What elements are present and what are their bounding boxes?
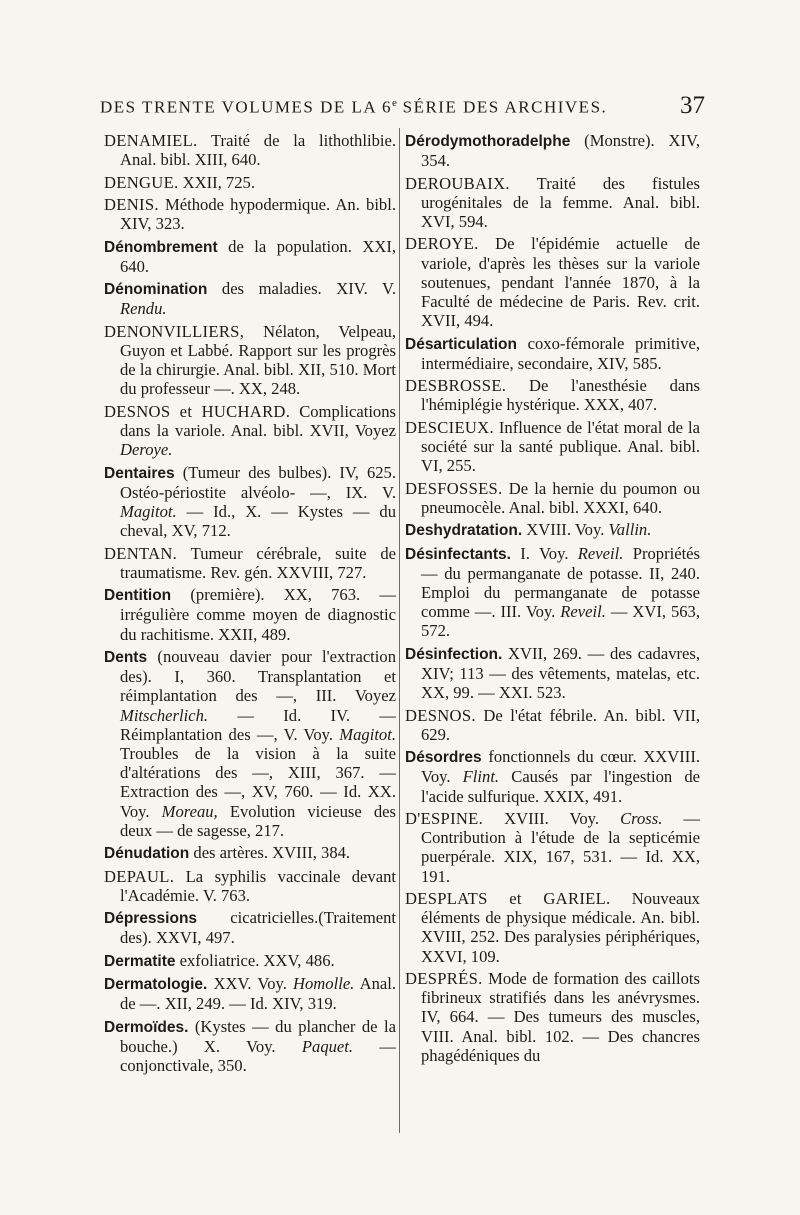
entry-reference: Magitot.	[339, 724, 396, 744]
entry-text: Causés par l'ingestion de l'acide sulfurique. XXIX, 491.	[421, 767, 701, 806]
index-entry	[104, 974, 396, 1013]
entry-text: cicatricielles.(Traitement des). XXVI, 497.	[120, 908, 396, 948]
index-entry	[104, 173, 396, 192]
running-header	[100, 92, 705, 120]
entry-headword: DENAMIEL.	[104, 131, 198, 150]
entry-headword: Dénomination	[104, 281, 208, 299]
index-entry	[405, 174, 700, 232]
index-entry	[405, 234, 700, 330]
entry-headword: Dentition	[104, 587, 172, 605]
index-entry	[104, 867, 396, 905]
entry-headword: Désinfectants.	[405, 545, 511, 563]
entry-reference: Moreau,	[161, 801, 218, 821]
index-entry	[104, 322, 396, 399]
entry-headword: DEPAUL.	[104, 866, 175, 886]
entry-headword: DENGUE.	[104, 172, 179, 192]
entry-reference: Flint.	[462, 767, 500, 787]
index-entry	[405, 809, 700, 886]
entry-text: XVIII. Voy.	[483, 808, 621, 828]
entry-text: — Contribution à l'étude de la septicémie puerpérale. XIX, 167, 531. — Id. XX, 191.	[421, 808, 700, 886]
entry-text: XVIII. Voy.	[522, 520, 609, 540]
right-column	[405, 131, 700, 1068]
entry-headword: DENTAN.	[104, 543, 178, 563]
entry-headword: DEROUBAIX.	[405, 173, 510, 193]
entry-text: Influence de l'état moral de la société sur la santé publique. Anal. bibl. VI, 255.	[421, 417, 700, 476]
running-title	[100, 97, 607, 118]
entry-text: — conjonctivale, 350.	[120, 1036, 396, 1076]
entry-headword: Dermatologie.	[104, 976, 208, 994]
entry-headword: DESPLATS et GARIEL.	[405, 888, 611, 908]
index-entry	[405, 969, 700, 1065]
entry-headword: Deshydratation.	[405, 522, 523, 540]
index-entry	[405, 544, 700, 641]
entry-headword: DESFOSSES.	[405, 478, 503, 498]
entry-text: De l'épidémie actuelle de variole, d'après les thèses sur la variole soutenues, pendant l'année 1870, à la Faculté de médecine de Paris. Rev. crit. XVII, 494.	[421, 234, 700, 331]
entry-text: Traité de la lithothlibie. Anal. bibl. XIII, 640.	[120, 131, 396, 170]
entry-text: Complications dans la variole. Anal. bibl. XVII, Voyez	[120, 401, 396, 440]
entry-headword: Dents	[104, 648, 148, 666]
index-entry	[405, 479, 700, 517]
index-entry	[405, 334, 700, 373]
column-divider	[399, 128, 400, 1133]
title-text-a: DES TRENTE VOLUMES DE LA 6	[100, 98, 392, 117]
entry-text: des artères. XVIII, 384.	[189, 843, 351, 863]
entry-text: (Kystes — du plancher de la bouche.) X. Voy.	[120, 1016, 396, 1056]
entry-text: (nouveau davier pour l'extraction des). I, 360. Transplantation et réimplantation des —, III. Voyez	[120, 646, 396, 706]
entry-headword: DESBROSSE.	[405, 376, 507, 396]
entry-text: Traité des fistules urogénitales de la femme. Anal. bibl. XVI, 594.	[421, 173, 700, 231]
index-entry	[104, 544, 396, 582]
entry-text: Propriétés — du permanganate de potasse. II, 240. Emploi du permanganate de potasse comme —. III. Voy.	[421, 543, 701, 622]
entry-text: Mode de formation des caillots fibrineux stratifiés dans les anévrysmes. IV, 664. — Des tumeurs des muscles, VIII. Anal. bibl. 102. — Des chancres phagédéniques du	[421, 968, 700, 1065]
index-entry	[405, 520, 700, 540]
index-entry	[104, 908, 396, 947]
page-number: 37	[680, 92, 705, 119]
entry-reference: Cross.	[620, 808, 663, 828]
index-entry	[104, 279, 396, 318]
entry-text: fonctionnels du cœur. XXVIII. Voy.	[421, 747, 700, 787]
entry-headword: Dénombrement	[104, 238, 218, 256]
entry-text: Anal. de —. XII, 249. — Id. XIV, 319.	[120, 974, 396, 1014]
index-entry	[405, 644, 700, 703]
entry-text: XVII, 269. — des cadavres, XIV; 113 — des vêtements, matelas, etc. XX, 99. — XXI. 523.	[421, 643, 700, 703]
index-entry	[104, 131, 396, 169]
index-entry	[104, 1017, 396, 1076]
left-column	[104, 131, 396, 1079]
entry-reference: Magitot.	[120, 501, 177, 521]
entry-headword: Dénudation	[104, 845, 190, 863]
index-entry	[104, 195, 396, 233]
entry-text: — XVI, 563, 572.	[421, 602, 700, 641]
entry-text: I. Voy.	[510, 543, 578, 563]
entry-headword: Dérodymothoradelphe	[405, 133, 571, 150]
entry-text: des maladies. XIV. V.	[207, 279, 396, 299]
index-entry	[104, 402, 396, 460]
entry-reference: Deroye.	[120, 440, 173, 460]
entry-text: XXV. Voy.	[207, 974, 294, 994]
entry-text: Nouveaux éléments de physique médicale. An. bibl. XVIII, 252. Des paralysies périphériques, XXVI, 109.	[421, 888, 700, 966]
entry-text: De la hernie du poumon ou pneumocèle. Anal. bibl. XXXI, 640.	[421, 478, 700, 517]
entry-text: (Monstre). XIV, 354.	[421, 131, 700, 171]
entry-headword: Dermoïdes.	[104, 1018, 189, 1036]
entry-headword: Dépressions	[104, 910, 198, 928]
entry-reference: Paquet.	[301, 1036, 354, 1056]
index-entry	[405, 706, 700, 744]
entry-headword: Désordres	[405, 749, 482, 767]
entry-headword: DENONVILLIERS,	[104, 321, 245, 341]
entry-reference: Homolle.	[293, 974, 355, 994]
entry-text: De l'état fébrile. An. bibl. VII, 629.	[421, 705, 700, 744]
entry-text: (première). XX, 763. — irrégulière comme moyen de diagnostic du rachitisme. XXII, 489.	[120, 585, 396, 644]
title-text-b: SÉRIE DES ARCHIVES.	[396, 98, 608, 117]
entry-text: De l'anesthésie dans l'hémiplégie hystérique. XXX, 407.	[421, 376, 700, 415]
entry-text: Méthode hypodermique. An. bibl. XIV, 323.	[120, 194, 396, 234]
index-entry	[405, 418, 700, 476]
entry-reference: Reveil.	[577, 543, 624, 563]
entry-headword: Dermatite	[104, 952, 176, 970]
index-entry	[405, 376, 700, 414]
entry-text: de la population. XXI, 640.	[120, 236, 396, 276]
entry-headword: DEROYE.	[405, 234, 479, 254]
entry-headword: DESPRÉS.	[405, 968, 483, 988]
entry-text: Troubles de la vision à la suite d'altérations des —, XIII, 367. — Extraction des —, XV, 760. — Id. XX. Voy.	[120, 743, 396, 821]
index-entry	[104, 463, 396, 541]
entry-headword: DESNOS.	[405, 705, 476, 725]
entry-text: Nélaton, Velpeau, Guyon et Labbé. Rapport sur les progrès de la chirurgie. Anal. bibl. XII, 510. Mort du professeur —. XX, 248.	[120, 321, 396, 399]
index-entry	[104, 585, 396, 644]
entry-text: XXII, 725.	[178, 172, 255, 192]
entry-text: La syphilis vaccinale devant l'Académie. V. 763.	[120, 866, 396, 905]
entry-headword: DENIS.	[104, 194, 159, 214]
entry-reference: Reveil.	[560, 602, 606, 622]
title-superscript: e	[391, 97, 397, 110]
entry-reference: Rendu.	[120, 299, 167, 319]
entry-text: coxo-fémorale primitive, intermédiaire, secondaire, XIV, 585.	[421, 333, 700, 373]
index-entry	[405, 747, 700, 806]
entry-text: exfoliatrice. XXV, 486.	[175, 950, 335, 970]
entry-headword: DESNOS et HUCHARD.	[104, 401, 291, 421]
index-entry	[104, 843, 396, 863]
entry-headword: D'ESPINE.	[405, 808, 484, 828]
entry-text: (Tumeur des bulbes). IV, 625. Ostéo-périostite alvéolo- —, IX. V.	[120, 462, 396, 502]
index-entry	[104, 647, 396, 840]
entry-headword: Dentaires	[104, 464, 175, 482]
index-entry	[104, 951, 396, 971]
index-entry	[104, 237, 396, 276]
entry-headword: Désinfection.	[405, 645, 503, 663]
entry-headword: DESCIEUX.	[405, 417, 494, 437]
entry-text: — Id., X. — Kystes — du cheval, XV, 712.	[120, 501, 396, 541]
entry-text: Evolution vicieuse des deux — de sagesse, 217.	[120, 801, 396, 840]
entry-reference: Mitscherlich.	[120, 705, 209, 725]
entry-headword: Désarticulation	[405, 335, 517, 353]
entry-text: Tumeur cérébrale, suite de traumatisme. Rev. gén. XXVIII, 727.	[120, 543, 396, 582]
entry-reference: Vallin.	[608, 520, 652, 540]
entry-text: — Id. IV. — Réimplantation des —, V. Voy.	[120, 705, 396, 744]
index-entry	[405, 131, 700, 170]
index-entry	[405, 889, 700, 966]
